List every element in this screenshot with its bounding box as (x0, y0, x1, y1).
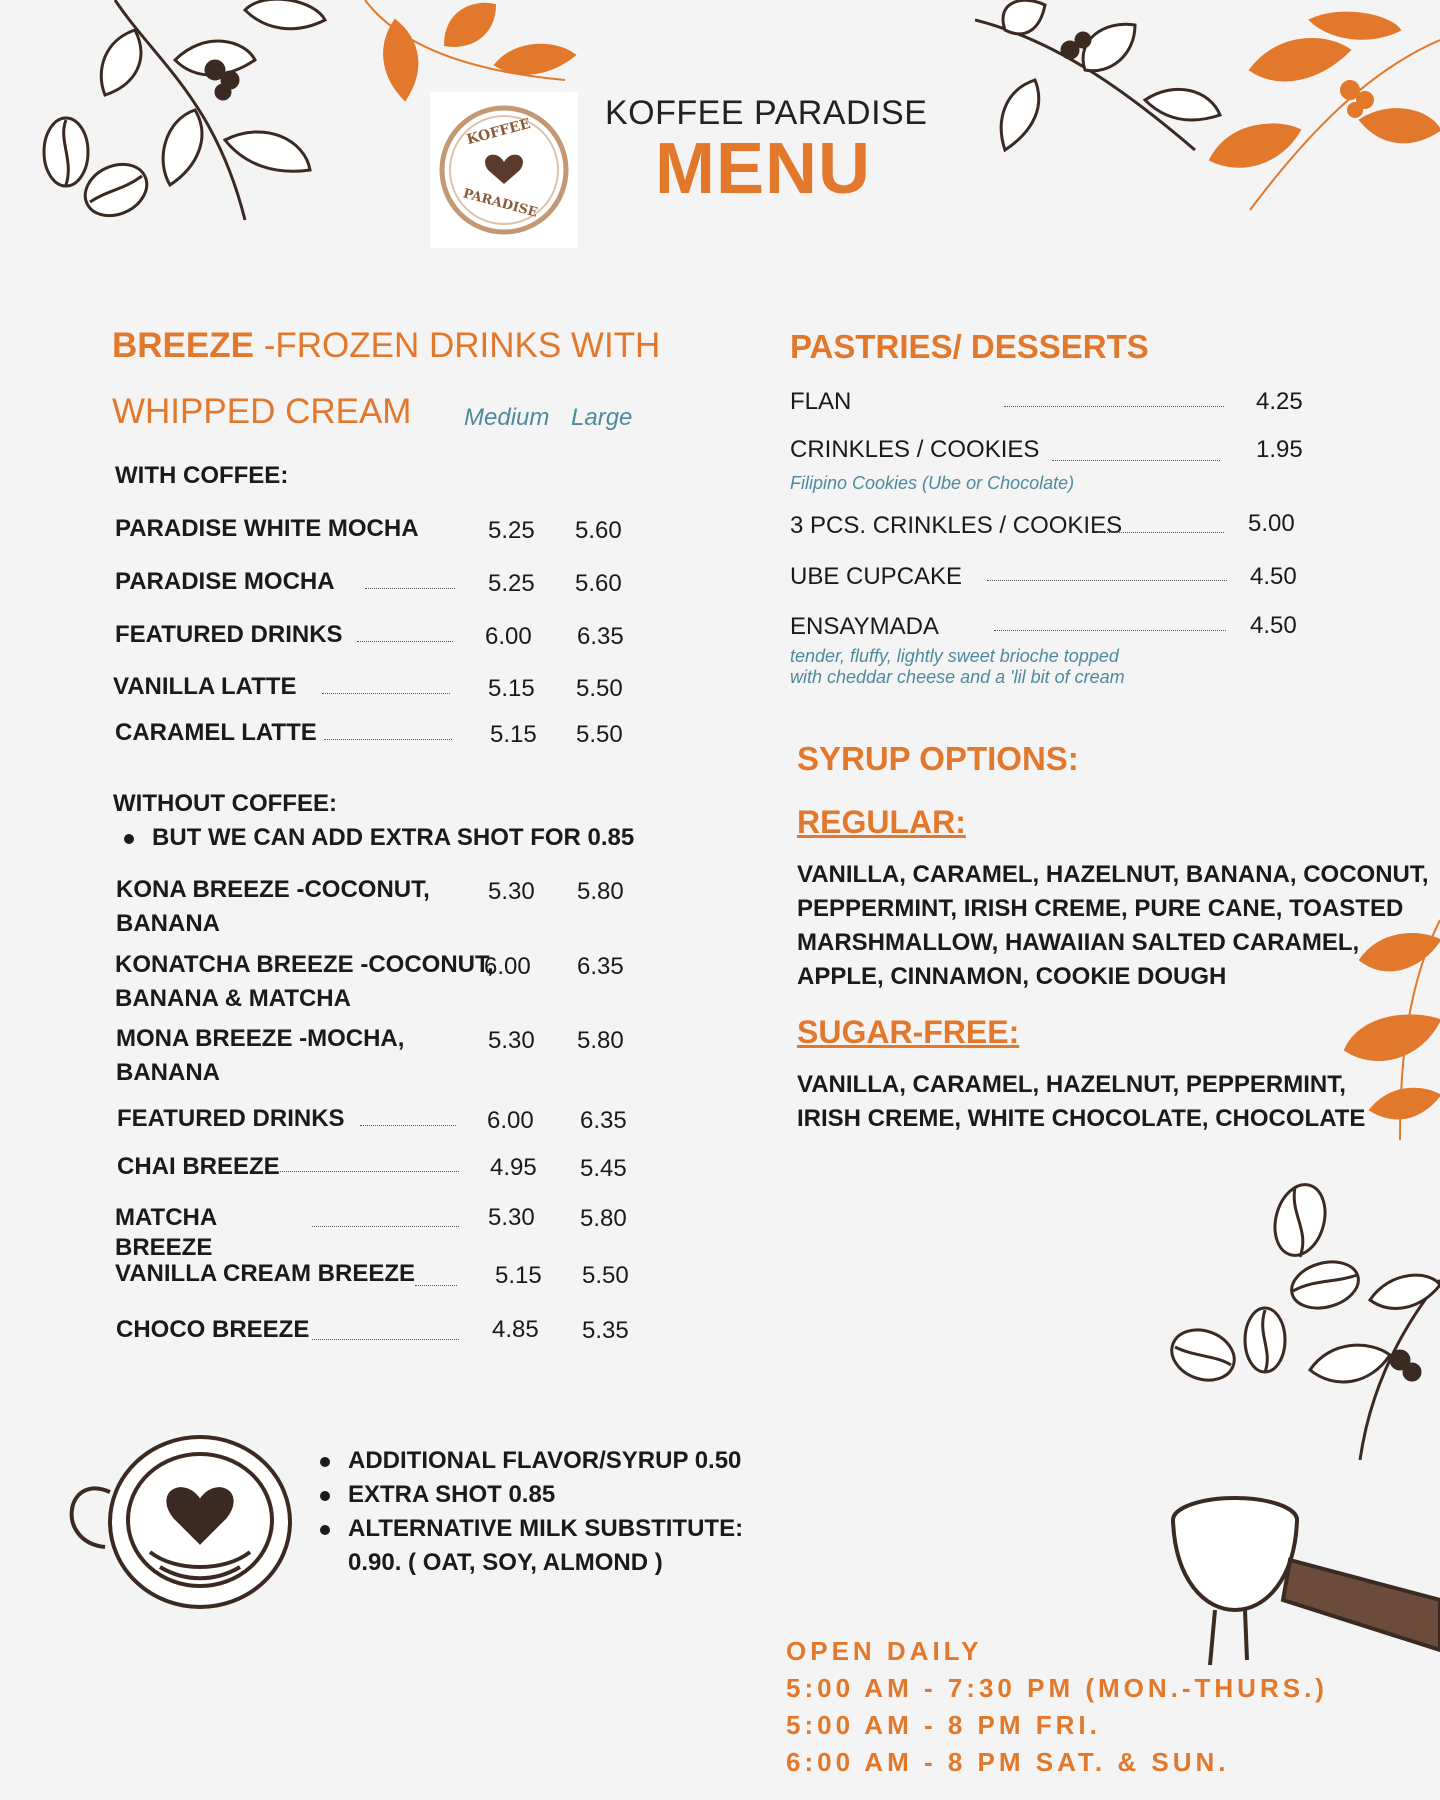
menu-item-name (115, 1203, 217, 1263)
pastries-title: PASTRIES/ DESSERTS (790, 328, 1149, 365)
menu-item-name: CHOCO BREEZE (116, 1316, 310, 1343)
menu-item-name (115, 948, 494, 1016)
syrup-title: SYRUP OPTIONS: (797, 740, 1079, 777)
without-coffee-note-text: BUT WE CAN ADD EXTRA SHOT FOR 0.85 (152, 824, 635, 851)
syrup-line: VANILLA, CARAMEL, HAZELNUT, PEPPERMINT, (797, 1071, 1346, 1098)
pastry-price: 4.50 (1250, 612, 1297, 639)
coffee-heart-icon (430, 92, 578, 248)
bullet-icon (320, 1457, 330, 1467)
menu-item-line2: BANANA & MATCHA (115, 985, 351, 1012)
menu-item-line1: KONA BREEZE -COCONUT, (116, 876, 430, 903)
menu-item-line2: BREEZE (115, 1234, 213, 1261)
sugarfree-label: SUGAR-FREE: (797, 1014, 1020, 1050)
price-large: 6.35 (580, 1107, 627, 1134)
brand-name: KOFFEE PARADISE (605, 94, 928, 132)
menu-item-line2: BANANA (116, 910, 220, 937)
leader-dots (365, 588, 455, 589)
regular-syrups (797, 858, 1429, 994)
price-medium: 6.00 (484, 953, 531, 980)
without-coffee-label: WITHOUT COFFEE: (113, 790, 337, 817)
leader-dots (312, 1339, 459, 1340)
menu-item-name: VANILLA LATTE (113, 673, 297, 700)
price-large: 5.35 (582, 1317, 629, 1344)
price-medium: 5.30 (488, 1027, 535, 1054)
list-item (320, 1512, 743, 1546)
pastry-note: Filipino Cookies (Ube or Chocolate) (790, 473, 1075, 493)
price-large: 5.60 (575, 517, 622, 544)
bullet-icon (320, 1491, 330, 1501)
pastry-price: 1.95 (1256, 436, 1303, 463)
price-large: 5.50 (582, 1262, 629, 1289)
price-large: 6.35 (577, 953, 624, 980)
logo (430, 92, 578, 248)
logo-text-top: KOFFEE (465, 115, 533, 149)
breeze-title (112, 326, 660, 366)
coffee-branch-icon (975, 0, 1225, 160)
price-medium: 4.95 (490, 1154, 537, 1181)
hours-line: 5:00 AM - 8 PM FRI. (786, 1710, 1101, 1740)
price-medium: 5.25 (488, 517, 535, 544)
leader-dots (1004, 406, 1224, 407)
without-coffee-note (124, 824, 634, 852)
syrup-line: IRISH CREME, WHITE CHOCOLATE, CHOCOLATE (797, 1105, 1366, 1132)
hours-line: 6:00 AM - 8 PM SAT. & SUN. (786, 1747, 1230, 1777)
coffee-branch-icon (1190, 10, 1440, 220)
price-medium: 6.00 (485, 623, 532, 650)
syrup-line: MARSHMALLOW, HAWAIIAN SALTED CARAMEL, (797, 929, 1360, 956)
syrup-line: VANILLA, CARAMEL, HAZELNUT, BANANA, COCONUT, (797, 861, 1429, 888)
price-large: 6.35 (577, 623, 624, 650)
breeze-title-line2: WHIPPED CREAM (112, 392, 412, 431)
extras-milk-detail: 0.90. ( OAT, SOY, ALMOND ) (348, 1549, 663, 1576)
leader-dots (987, 580, 1227, 581)
syrup-line: APPLE, CINNAMON, COOKIE DOUGH (797, 963, 1227, 990)
with-coffee-label: WITH COFFEE: (115, 462, 289, 489)
menu-item-name: PARADISE MOCHA (115, 568, 335, 595)
sugarfree-syrups (797, 1068, 1365, 1136)
menu-item-name: CARAMEL LATTE (115, 719, 317, 746)
price-large: 5.45 (580, 1155, 627, 1182)
bullet-icon (320, 1525, 330, 1535)
pastry-price: 4.50 (1250, 563, 1297, 590)
menu-item-name (116, 1022, 404, 1090)
syrup-line: PEPPERMINT, IRISH CREME, PURE CANE, TOASTED (797, 895, 1404, 922)
leader-dots (357, 641, 453, 642)
leader-dots (324, 739, 452, 740)
leader-dots (1052, 460, 1220, 461)
hours-line: 5:00 AM - 7:30 PM (MON.-THURS.) (786, 1673, 1328, 1703)
extras-item-text: ADDITIONAL FLAVOR/SYRUP 0.50 (348, 1447, 742, 1474)
column-large: Large (571, 404, 633, 431)
price-medium: 4.85 (492, 1316, 539, 1343)
menu-item-name: VANILLA CREAM BREEZE (115, 1260, 415, 1287)
menu-item-name: PARADISE WHITE MOCHA (115, 515, 419, 542)
pastry-note-line1: tender, fluffy, lightly sweet brioche topped (790, 646, 1119, 666)
price-large: 5.50 (576, 721, 623, 748)
leader-dots (312, 1226, 459, 1227)
price-medium: 5.15 (495, 1262, 542, 1289)
latte-cup-icon (55, 1432, 295, 1622)
leader-dots (994, 630, 1226, 631)
price-large: 5.80 (577, 878, 624, 905)
breeze-title-bold: BREEZE (112, 326, 254, 365)
price-medium: 5.30 (488, 1204, 535, 1231)
opening-hours (786, 1633, 1328, 1781)
pastry-note-line2: with cheddar cheese and a 'lil bit of cream (790, 667, 1125, 687)
menu-item-line1: MATCHA (115, 1204, 218, 1231)
page-title: MENU (655, 129, 871, 209)
price-medium: 5.15 (490, 721, 537, 748)
price-large: 5.50 (576, 675, 623, 702)
breeze-title-rest: -FROZEN DRINKS WITH (253, 326, 661, 365)
pastry-price: 5.00 (1248, 510, 1295, 537)
price-large: 5.80 (577, 1027, 624, 1054)
price-medium: 6.00 (487, 1107, 534, 1134)
leader-dots (1098, 532, 1224, 533)
menu-item-line2: BANANA (116, 1059, 220, 1086)
list-item (320, 1444, 743, 1478)
logo-text-bottom: PARADISE (461, 186, 540, 221)
price-medium: 5.30 (488, 878, 535, 905)
price-large: 5.60 (575, 570, 622, 597)
price-medium: 5.25 (488, 570, 535, 597)
regular-label: REGULAR: (797, 804, 966, 840)
menu-item-name: FEATURED DRINKS (117, 1105, 345, 1132)
menu-item-name: CHAI BREEZE (117, 1153, 280, 1180)
pastry-name: UBE CUPCAKE (790, 563, 963, 590)
leader-dots (360, 1125, 456, 1126)
menu-item-line1: KONATCHA BREEZE -COCONUT, (115, 951, 494, 978)
leader-dots (322, 693, 450, 694)
coffee-bean-icon (38, 110, 158, 230)
menu-item-name (116, 873, 430, 941)
column-medium: Medium (464, 404, 550, 431)
menu-item-line1: MONA BREEZE -MOCHA, (116, 1025, 405, 1052)
pastry-note (790, 646, 1125, 688)
coffee-branch-icon (1300, 1260, 1440, 1460)
hours-title: OPEN DAILY (786, 1636, 983, 1666)
pastry-name: CRINKLES / COOKIES (790, 436, 1040, 463)
menu-item-name: FEATURED DRINKS (115, 621, 343, 648)
list-item (320, 1478, 743, 1512)
extras-item-text: ALTERNATIVE MILK SUBSTITUTE: (348, 1515, 744, 1542)
extras-list (320, 1444, 743, 1580)
pastry-name: ENSAYMADA (790, 613, 939, 640)
extras-item-text: EXTRA SHOT 0.85 (348, 1481, 556, 1508)
pastry-price: 4.25 (1256, 388, 1303, 415)
leader-dots (415, 1285, 457, 1286)
pastry-name: 3 PCS. CRINKLES / COOKIES (790, 512, 1123, 539)
price-large: 5.80 (580, 1205, 627, 1232)
leader-dots (272, 1171, 459, 1172)
bullet-icon (124, 834, 134, 844)
pastry-name: FLAN (790, 388, 852, 415)
price-medium: 5.15 (488, 675, 535, 702)
